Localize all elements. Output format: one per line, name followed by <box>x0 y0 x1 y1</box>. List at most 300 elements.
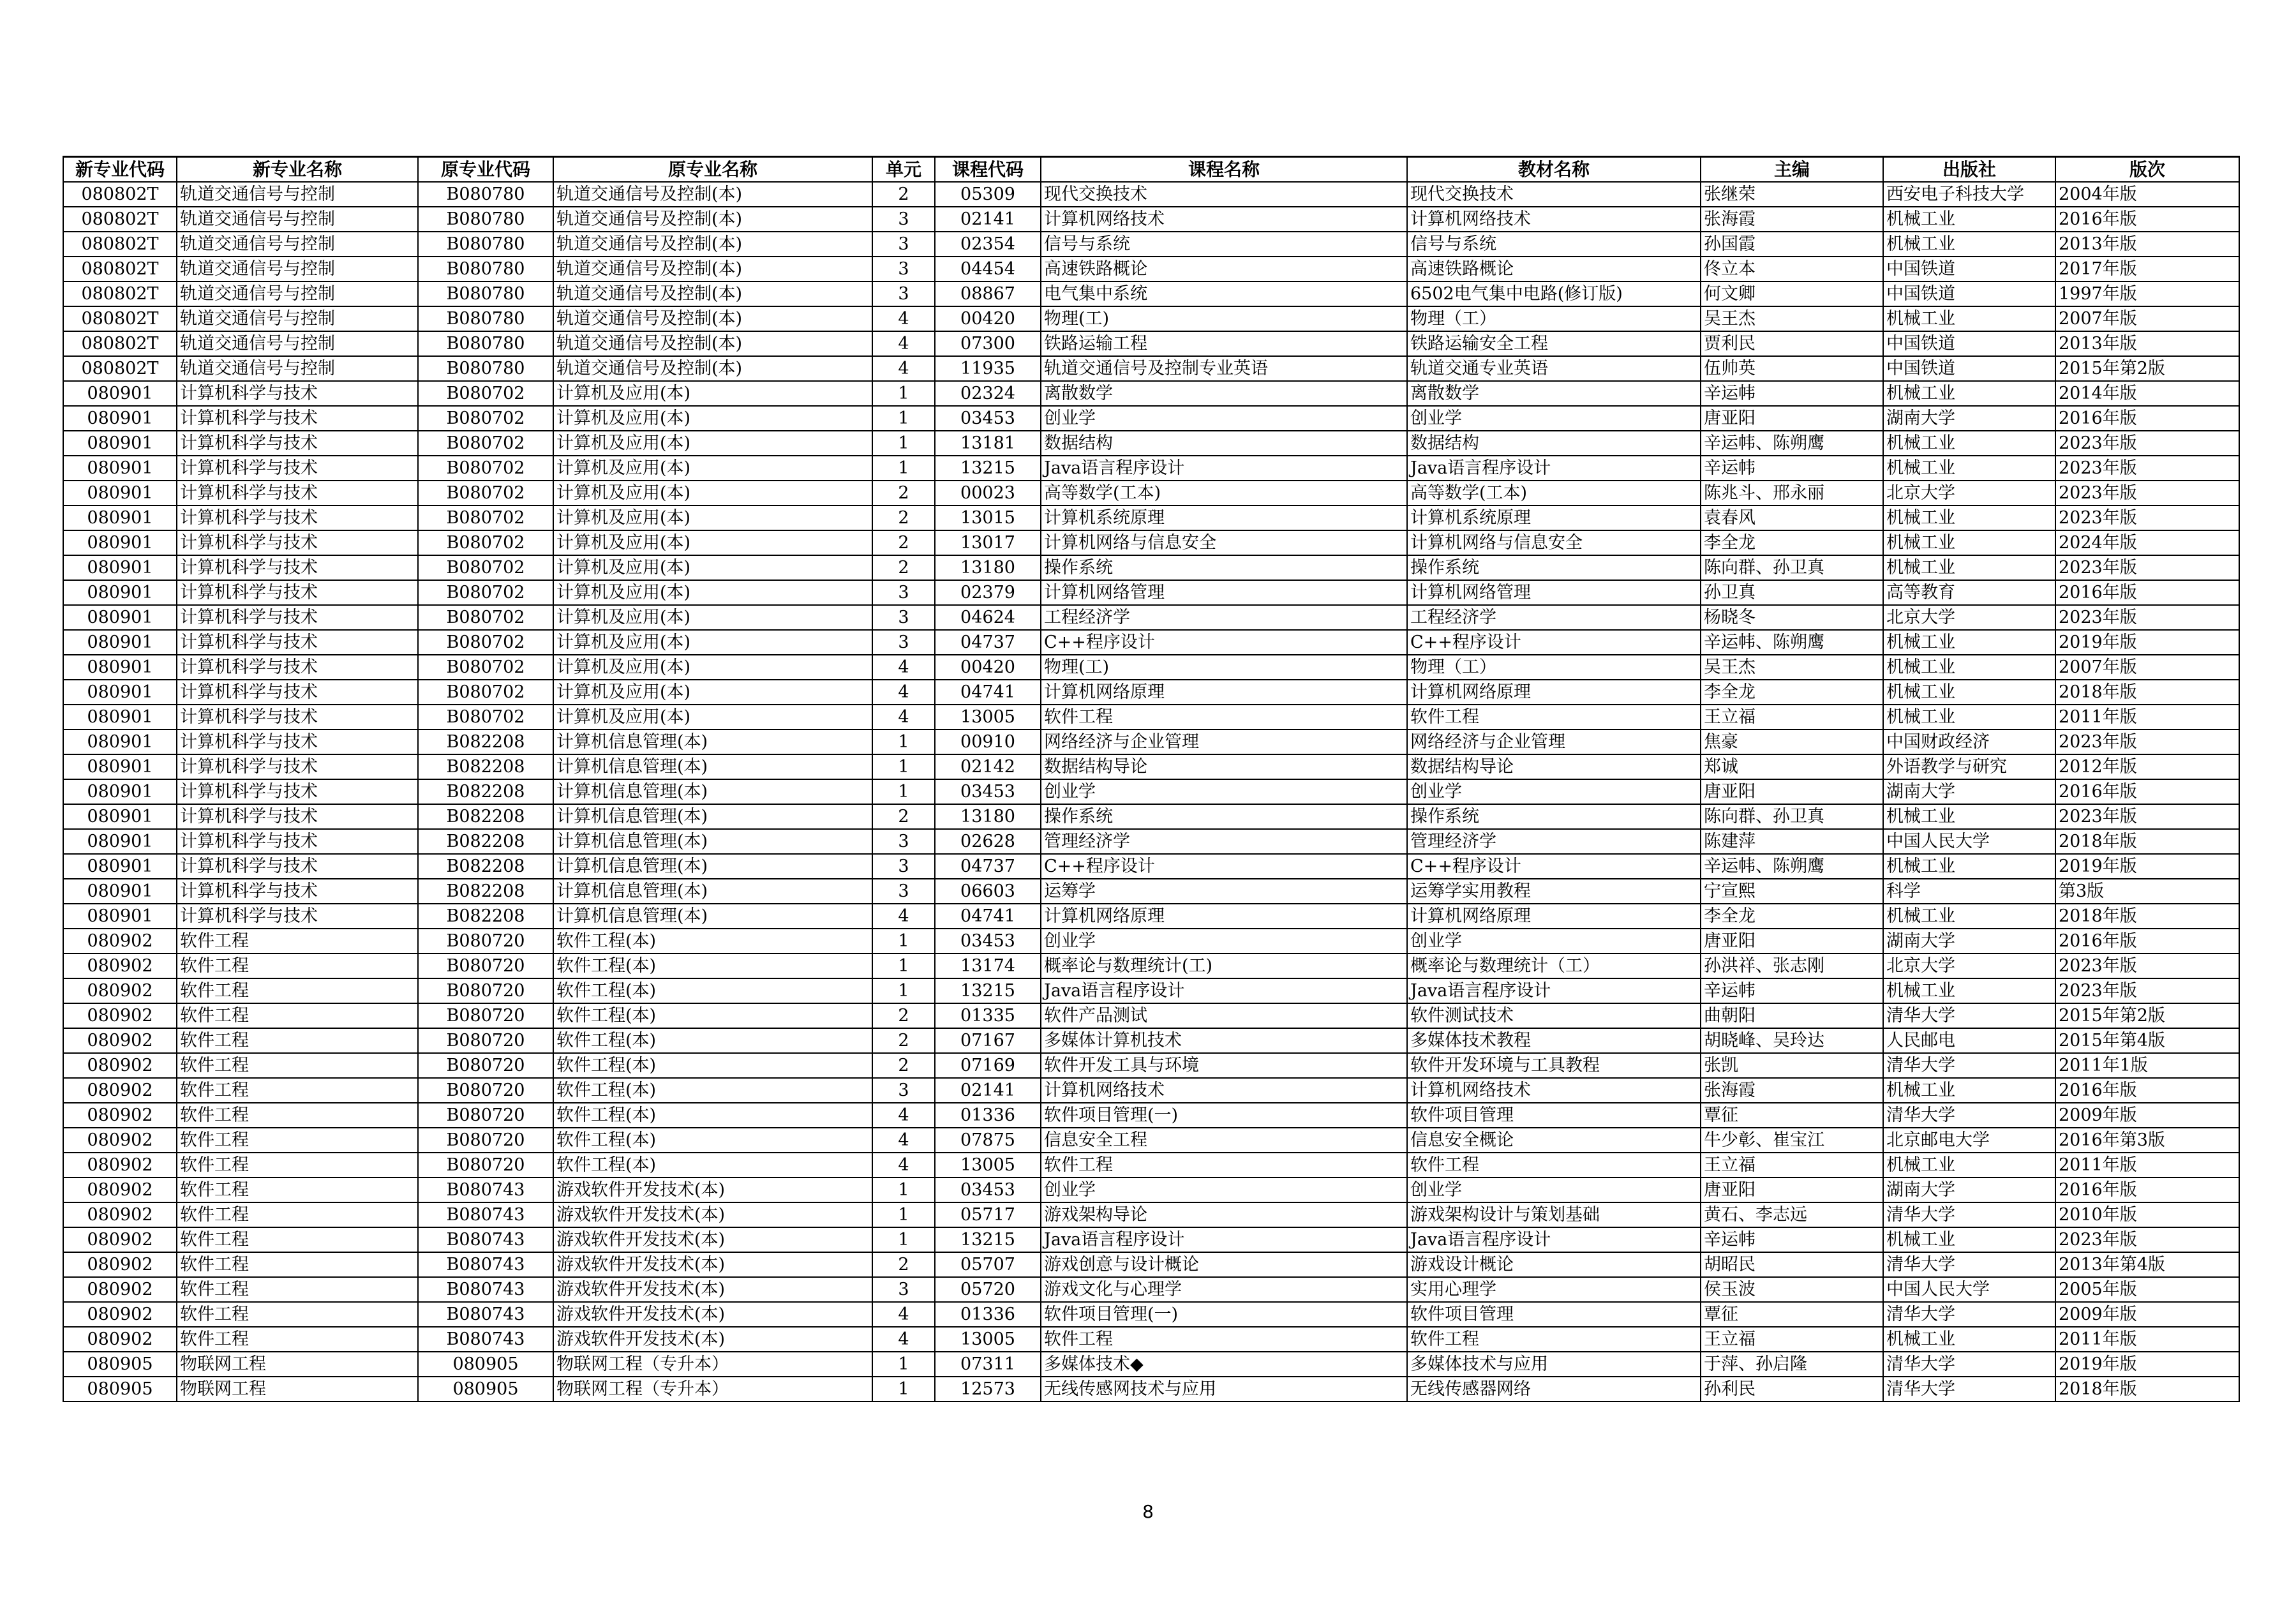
cell-old-major-code: B080702 <box>418 456 553 481</box>
cell-course-name: 多媒体计算机技术 <box>1041 1028 1407 1053</box>
cell-editor: 孙卫真 <box>1701 580 1883 605</box>
table-row <box>63 406 2239 431</box>
cell-course-name: 软件工程 <box>1041 1327 1407 1352</box>
cell-editor: 佟立本 <box>1701 257 1883 281</box>
cell-unit: 1 <box>872 406 935 431</box>
cell-old-major-code: B080702 <box>418 530 553 555</box>
cell-editor: 张凯 <box>1701 1053 1883 1078</box>
cell-old-major-code: B080702 <box>418 406 553 431</box>
cell-old-major-name: 计算机及应用(本) <box>553 630 872 655</box>
cell-old-major-name: 软件工程(本) <box>553 954 872 978</box>
cell-editor: 唐亚阳 <box>1701 1178 1883 1202</box>
cell-course-code: 01336 <box>935 1302 1041 1327</box>
cell-unit: 1 <box>872 1178 935 1202</box>
cell-edition: 2017年版 <box>2055 257 2239 281</box>
cell-unit: 3 <box>872 1277 935 1302</box>
cell-new-major-code: 080901 <box>63 530 177 555</box>
cell-publisher: 中国铁道 <box>1883 281 2055 306</box>
cell-edition: 2016年第3版 <box>2055 1128 2239 1153</box>
cell-editor: 吴王杰 <box>1701 655 1883 680</box>
cell-new-major-name: 计算机科学与技术 <box>177 381 418 406</box>
cell-new-major-name: 轨道交通信号与控制 <box>177 281 418 306</box>
cell-old-major-name: 游戏软件开发技术(本) <box>553 1227 872 1252</box>
cell-course-code: 04741 <box>935 680 1041 705</box>
cell-textbook-name: 操作系统 <box>1407 555 1701 580</box>
cell-course-code: 06603 <box>935 879 1041 904</box>
cell-course-code: 13180 <box>935 555 1041 580</box>
cell-old-major-name: 轨道交通信号及控制(本) <box>553 281 872 306</box>
cell-edition: 2004年版 <box>2055 182 2239 207</box>
cell-course-code: 01336 <box>935 1103 1041 1128</box>
cell-new-major-code: 080901 <box>63 580 177 605</box>
cell-publisher: 机械工业 <box>1883 705 2055 729</box>
cell-old-major-name: 轨道交通信号及控制(本) <box>553 182 872 207</box>
cell-edition: 2016年版 <box>2055 929 2239 954</box>
cell-old-major-code: B080702 <box>418 705 553 729</box>
cell-editor: 曲朝阳 <box>1701 1003 1883 1028</box>
cell-new-major-name: 软件工程 <box>177 1028 418 1053</box>
cell-unit: 1 <box>872 1352 935 1377</box>
cell-textbook-name: 网络经济与企业管理 <box>1407 729 1701 754</box>
cell-edition: 2016年版 <box>2055 1078 2239 1103</box>
cell-new-major-code: 080901 <box>63 804 177 829</box>
table-row <box>63 1178 2239 1202</box>
cell-course-code: 02142 <box>935 754 1041 779</box>
cell-edition: 2023年版 <box>2055 555 2239 580</box>
cell-course-name: 软件项目管理(一) <box>1041 1103 1407 1128</box>
cell-course-code: 07875 <box>935 1128 1041 1153</box>
cell-textbook-name: 创业学 <box>1407 929 1701 954</box>
cell-course-code: 03453 <box>935 1178 1041 1202</box>
cell-old-major-code: B080702 <box>418 431 553 456</box>
cell-old-major-code: B080743 <box>418 1277 553 1302</box>
table-row <box>63 431 2239 456</box>
cell-editor: 胡昭民 <box>1701 1252 1883 1277</box>
cell-publisher: 机械工业 <box>1883 456 2055 481</box>
table-row <box>63 207 2239 232</box>
cell-edition: 2023年版 <box>2055 954 2239 978</box>
cell-old-major-code: B082208 <box>418 854 553 879</box>
cell-course-code: 13015 <box>935 505 1041 530</box>
cell-new-major-name: 计算机科学与技术 <box>177 630 418 655</box>
cell-publisher: 机械工业 <box>1883 1153 2055 1178</box>
cell-course-code: 13005 <box>935 1153 1041 1178</box>
cell-new-major-name: 软件工程 <box>177 1078 418 1103</box>
cell-editor: 王立福 <box>1701 705 1883 729</box>
table-row <box>63 954 2239 978</box>
cell-new-major-code: 080901 <box>63 605 177 630</box>
cell-edition: 2013年版 <box>2055 232 2239 257</box>
cell-old-major-code: B080702 <box>418 555 553 580</box>
cell-old-major-name: 物联网工程（专升本） <box>553 1352 872 1377</box>
cell-new-major-name: 软件工程 <box>177 1053 418 1078</box>
cell-course-name: 运筹学 <box>1041 879 1407 904</box>
cell-new-major-code: 080901 <box>63 779 177 804</box>
cell-editor: 覃征 <box>1701 1302 1883 1327</box>
cell-new-major-name: 计算机科学与技术 <box>177 829 418 854</box>
cell-new-major-name: 计算机科学与技术 <box>177 680 418 705</box>
table-row <box>63 331 2239 356</box>
table-row <box>63 630 2239 655</box>
cell-course-name: 电气集中系统 <box>1041 281 1407 306</box>
cell-new-major-code: 080902 <box>63 1277 177 1302</box>
cell-textbook-name: 高速铁路概论 <box>1407 257 1701 281</box>
cell-new-major-name: 计算机科学与技术 <box>177 456 418 481</box>
cell-unit: 2 <box>872 182 935 207</box>
cell-edition: 2013年版 <box>2055 331 2239 356</box>
cell-textbook-name: 操作系统 <box>1407 804 1701 829</box>
cell-publisher: 西安电子科技大学 <box>1883 182 2055 207</box>
cell-textbook-name: 运筹学实用教程 <box>1407 879 1701 904</box>
cell-new-major-code: 080902 <box>63 1178 177 1202</box>
cell-unit: 1 <box>872 1377 935 1402</box>
cell-editor: 覃征 <box>1701 1103 1883 1128</box>
cell-publisher: 北京大学 <box>1883 954 2055 978</box>
cell-course-code: 13005 <box>935 1327 1041 1352</box>
cell-unit: 4 <box>872 1103 935 1128</box>
cell-unit: 1 <box>872 978 935 1003</box>
cell-edition: 2011年版 <box>2055 705 2239 729</box>
cell-old-major-code: B080720 <box>418 1053 553 1078</box>
cell-unit: 1 <box>872 1227 935 1252</box>
cell-editor: 辛运帏、陈朔鹰 <box>1701 431 1883 456</box>
cell-editor: 袁春风 <box>1701 505 1883 530</box>
cell-old-major-name: 游戏软件开发技术(本) <box>553 1178 872 1202</box>
cell-course-name: 软件工程 <box>1041 705 1407 729</box>
table-row <box>63 854 2239 879</box>
cell-course-code: 13215 <box>935 456 1041 481</box>
cell-publisher: 机械工业 <box>1883 431 2055 456</box>
cell-editor: 黄石、李志远 <box>1701 1202 1883 1227</box>
table-row <box>63 754 2239 779</box>
cell-textbook-name: 数据结构导论 <box>1407 754 1701 779</box>
table-row <box>63 1078 2239 1103</box>
cell-course-name: 数据结构导论 <box>1041 754 1407 779</box>
cell-editor: 郑诚 <box>1701 754 1883 779</box>
cell-old-major-name: 轨道交通信号及控制(本) <box>553 207 872 232</box>
cell-unit: 2 <box>872 1028 935 1053</box>
cell-course-code: 00910 <box>935 729 1041 754</box>
cell-edition: 第3版 <box>2055 879 2239 904</box>
cell-textbook-name: 软件工程 <box>1407 705 1701 729</box>
cell-old-major-code: B080720 <box>418 929 553 954</box>
cell-course-code: 05309 <box>935 182 1041 207</box>
cell-new-major-name: 计算机科学与技术 <box>177 505 418 530</box>
cell-course-name: 操作系统 <box>1041 555 1407 580</box>
cell-course-code: 13005 <box>935 705 1041 729</box>
cell-course-name: 游戏架构导论 <box>1041 1202 1407 1227</box>
cell-edition: 2007年版 <box>2055 655 2239 680</box>
cell-course-name: 计算机网络与信息安全 <box>1041 530 1407 555</box>
cell-publisher: 北京大学 <box>1883 481 2055 505</box>
cell-new-major-code: 080901 <box>63 829 177 854</box>
cell-publisher: 中国铁道 <box>1883 356 2055 381</box>
cell-old-major-code: B080702 <box>418 481 553 505</box>
cell-old-major-code: B080702 <box>418 505 553 530</box>
cell-new-major-name: 软件工程 <box>177 1302 418 1327</box>
cell-new-major-code: 080902 <box>63 1202 177 1227</box>
table-row <box>63 1277 2239 1302</box>
table-row <box>63 1302 2239 1327</box>
table-row <box>63 1028 2239 1053</box>
cell-unit: 2 <box>872 804 935 829</box>
cell-new-major-code: 080901 <box>63 431 177 456</box>
cell-course-code: 05717 <box>935 1202 1041 1227</box>
cell-new-major-name: 轨道交通信号与控制 <box>177 257 418 281</box>
cell-new-major-name: 计算机科学与技术 <box>177 605 418 630</box>
cell-new-major-code: 080902 <box>63 1103 177 1128</box>
table-row <box>63 381 2239 406</box>
cell-editor: 贾利民 <box>1701 331 1883 356</box>
cell-course-code: 07311 <box>935 1352 1041 1377</box>
cell-old-major-name: 软件工程(本) <box>553 1078 872 1103</box>
cell-publisher: 外语教学与研究 <box>1883 754 2055 779</box>
cell-publisher: 清华大学 <box>1883 1377 2055 1402</box>
header-row <box>63 157 2239 183</box>
cell-editor: 何文卿 <box>1701 281 1883 306</box>
cell-course-code: 05720 <box>935 1277 1041 1302</box>
cell-new-major-code: 080902 <box>63 1028 177 1053</box>
cell-old-major-name: 软件工程(本) <box>553 1153 872 1178</box>
cell-unit: 1 <box>872 754 935 779</box>
cell-unit: 1 <box>872 954 935 978</box>
cell-unit: 2 <box>872 1252 935 1277</box>
cell-old-major-code: B080743 <box>418 1302 553 1327</box>
cell-course-name: 创业学 <box>1041 779 1407 804</box>
cell-new-major-name: 轨道交通信号与控制 <box>177 207 418 232</box>
cell-course-name: 轨道交通信号及控制专业英语 <box>1041 356 1407 381</box>
cell-publisher: 中国铁道 <box>1883 331 2055 356</box>
cell-unit: 4 <box>872 306 935 331</box>
cell-course-name: 高速铁路概论 <box>1041 257 1407 281</box>
cell-old-major-code: B080720 <box>418 978 553 1003</box>
table-row <box>63 232 2239 257</box>
cell-new-major-code: 080901 <box>63 879 177 904</box>
cell-publisher: 机械工业 <box>1883 207 2055 232</box>
cell-publisher: 中国铁道 <box>1883 257 2055 281</box>
cell-textbook-name: 高等数学(工本) <box>1407 481 1701 505</box>
cell-editor: 陈向群、孙卫真 <box>1701 804 1883 829</box>
cell-editor: 侯玉波 <box>1701 1277 1883 1302</box>
cell-unit: 1 <box>872 779 935 804</box>
cell-textbook-name: 软件项目管理 <box>1407 1302 1701 1327</box>
header-old-major-code: 原专业代码 <box>418 157 553 183</box>
cell-textbook-name: 创业学 <box>1407 779 1701 804</box>
cell-course-code: 07169 <box>935 1053 1041 1078</box>
cell-old-major-code: B080720 <box>418 1128 553 1153</box>
cell-textbook-name: 创业学 <box>1407 406 1701 431</box>
cell-publisher: 机械工业 <box>1883 381 2055 406</box>
cell-new-major-name: 软件工程 <box>177 954 418 978</box>
cell-course-name: 信号与系统 <box>1041 232 1407 257</box>
cell-old-major-name: 轨道交通信号及控制(本) <box>553 331 872 356</box>
cell-course-code: 02141 <box>935 207 1041 232</box>
cell-edition: 2010年版 <box>2055 1202 2239 1227</box>
cell-editor: 辛运帏、陈朔鹰 <box>1701 630 1883 655</box>
cell-old-major-name: 计算机及应用(本) <box>553 530 872 555</box>
cell-new-major-name: 计算机科学与技术 <box>177 530 418 555</box>
header-textbook-name: 教材名称 <box>1407 157 1701 183</box>
cell-textbook-name: 计算机网络原理 <box>1407 680 1701 705</box>
cell-new-major-name: 计算机科学与技术 <box>177 754 418 779</box>
cell-publisher: 清华大学 <box>1883 1202 2055 1227</box>
cell-old-major-code: B080702 <box>418 680 553 705</box>
cell-course-code: 01335 <box>935 1003 1041 1028</box>
course-textbook-table <box>63 156 2240 1402</box>
cell-textbook-name: 实用心理学 <box>1407 1277 1701 1302</box>
cell-editor: 辛运帏 <box>1701 381 1883 406</box>
cell-old-major-name: 软件工程(本) <box>553 1003 872 1028</box>
page-number: 8 <box>1142 1501 1154 1522</box>
cell-edition: 2019年版 <box>2055 1352 2239 1377</box>
cell-unit: 2 <box>872 530 935 555</box>
cell-new-major-name: 计算机科学与技术 <box>177 555 418 580</box>
cell-new-major-code: 080901 <box>63 406 177 431</box>
cell-old-major-code: B080780 <box>418 232 553 257</box>
cell-textbook-name: 铁路运输安全工程 <box>1407 331 1701 356</box>
cell-new-major-name: 软件工程 <box>177 1202 418 1227</box>
cell-publisher: 机械工业 <box>1883 1078 2055 1103</box>
cell-old-major-name: 轨道交通信号及控制(本) <box>553 232 872 257</box>
cell-edition: 2023年版 <box>2055 729 2239 754</box>
table-row <box>63 1103 2239 1128</box>
cell-unit: 1 <box>872 929 935 954</box>
cell-edition: 2016年版 <box>2055 406 2239 431</box>
cell-old-major-name: 计算机信息管理(本) <box>553 904 872 929</box>
cell-publisher: 机械工业 <box>1883 505 2055 530</box>
cell-new-major-name: 轨道交通信号与控制 <box>177 306 418 331</box>
cell-new-major-name: 计算机科学与技术 <box>177 655 418 680</box>
cell-course-name: 数据结构 <box>1041 431 1407 456</box>
cell-course-code: 03453 <box>935 406 1041 431</box>
cell-edition: 2015年第2版 <box>2055 1003 2239 1028</box>
cell-new-major-name: 软件工程 <box>177 1227 418 1252</box>
cell-course-name: 计算机网络技术 <box>1041 207 1407 232</box>
cell-unit: 4 <box>872 904 935 929</box>
table-row <box>63 456 2239 481</box>
cell-new-major-name: 软件工程 <box>177 1153 418 1178</box>
cell-textbook-name: 工程经济学 <box>1407 605 1701 630</box>
cell-new-major-code: 080902 <box>63 954 177 978</box>
cell-textbook-name: 软件工程 <box>1407 1327 1701 1352</box>
cell-old-major-code: B080743 <box>418 1202 553 1227</box>
cell-course-name: 操作系统 <box>1041 804 1407 829</box>
cell-publisher: 北京大学 <box>1883 605 2055 630</box>
cell-publisher: 机械工业 <box>1883 306 2055 331</box>
cell-course-code: 11935 <box>935 356 1041 381</box>
cell-old-major-name: 计算机及应用(本) <box>553 580 872 605</box>
cell-course-name: Java语言程序设计 <box>1041 1227 1407 1252</box>
cell-course-code: 07300 <box>935 331 1041 356</box>
cell-old-major-name: 计算机及应用(本) <box>553 456 872 481</box>
cell-unit: 4 <box>872 1153 935 1178</box>
cell-new-major-code: 080901 <box>63 456 177 481</box>
cell-course-code: 00420 <box>935 306 1041 331</box>
cell-course-code: 03453 <box>935 779 1041 804</box>
cell-edition: 2007年版 <box>2055 306 2239 331</box>
cell-old-major-name: 轨道交通信号及控制(本) <box>553 356 872 381</box>
cell-edition: 2018年版 <box>2055 904 2239 929</box>
cell-course-code: 04454 <box>935 257 1041 281</box>
cell-editor: 辛运帏 <box>1701 456 1883 481</box>
cell-old-major-name: 计算机及应用(本) <box>553 705 872 729</box>
cell-new-major-code: 080901 <box>63 381 177 406</box>
cell-new-major-name: 计算机科学与技术 <box>177 431 418 456</box>
cell-new-major-name: 轨道交通信号与控制 <box>177 356 418 381</box>
cell-course-name: 创业学 <box>1041 929 1407 954</box>
cell-unit: 4 <box>872 655 935 680</box>
cell-course-code: 07167 <box>935 1028 1041 1053</box>
cell-new-major-name: 物联网工程 <box>177 1352 418 1377</box>
cell-old-major-name: 计算机信息管理(本) <box>553 829 872 854</box>
cell-publisher: 中国人民大学 <box>1883 829 2055 854</box>
cell-textbook-name: 离散数学 <box>1407 381 1701 406</box>
cell-course-name: 软件工程 <box>1041 1153 1407 1178</box>
cell-old-major-name: 软件工程(本) <box>553 1128 872 1153</box>
cell-old-major-code: B082208 <box>418 829 553 854</box>
cell-old-major-code: B082208 <box>418 879 553 904</box>
cell-old-major-name: 游戏软件开发技术(本) <box>553 1327 872 1352</box>
cell-textbook-name: 物理（工） <box>1407 655 1701 680</box>
cell-new-major-name: 轨道交通信号与控制 <box>177 331 418 356</box>
cell-course-code: 02141 <box>935 1078 1041 1103</box>
cell-publisher: 机械工业 <box>1883 1227 2055 1252</box>
cell-textbook-name: 多媒体技术与应用 <box>1407 1352 1701 1377</box>
cell-new-major-name: 软件工程 <box>177 1128 418 1153</box>
cell-edition: 2023年版 <box>2055 431 2239 456</box>
cell-editor: 王立福 <box>1701 1327 1883 1352</box>
table-row <box>63 804 2239 829</box>
cell-course-name: 软件产品测试 <box>1041 1003 1407 1028</box>
cell-old-major-name: 计算机及应用(本) <box>553 505 872 530</box>
table-row <box>63 705 2239 729</box>
cell-course-code: 00420 <box>935 655 1041 680</box>
cell-old-major-name: 游戏软件开发技术(本) <box>553 1202 872 1227</box>
cell-textbook-name: 计算机网络与信息安全 <box>1407 530 1701 555</box>
cell-textbook-name: 计算机网络技术 <box>1407 1078 1701 1103</box>
cell-edition: 2013年第4版 <box>2055 1252 2239 1277</box>
cell-editor: 唐亚阳 <box>1701 929 1883 954</box>
cell-textbook-name: 计算机网络原理 <box>1407 904 1701 929</box>
cell-publisher: 人民邮电 <box>1883 1028 2055 1053</box>
cell-edition: 2019年版 <box>2055 854 2239 879</box>
cell-new-major-code: 080802T <box>63 257 177 281</box>
cell-textbook-name: Java语言程序设计 <box>1407 456 1701 481</box>
cell-unit: 3 <box>872 630 935 655</box>
cell-course-code: 02628 <box>935 829 1041 854</box>
table-row <box>63 680 2239 705</box>
cell-old-major-code: B080720 <box>418 954 553 978</box>
cell-textbook-name: 物理（工） <box>1407 306 1701 331</box>
cell-editor: 李全龙 <box>1701 680 1883 705</box>
cell-old-major-code: B080780 <box>418 182 553 207</box>
cell-old-major-name: 计算机及应用(本) <box>553 406 872 431</box>
table-row <box>63 1053 2239 1078</box>
cell-editor: 杨晓冬 <box>1701 605 1883 630</box>
cell-editor: 辛运帏、陈朔鹰 <box>1701 854 1883 879</box>
cell-textbook-name: 6502电气集中电路(修订版) <box>1407 281 1701 306</box>
cell-textbook-name: 计算机系统原理 <box>1407 505 1701 530</box>
cell-new-major-code: 080901 <box>63 680 177 705</box>
cell-publisher: 机械工业 <box>1883 1327 2055 1352</box>
cell-old-major-name: 计算机信息管理(本) <box>553 754 872 779</box>
cell-unit: 2 <box>872 555 935 580</box>
cell-course-code: 13180 <box>935 804 1041 829</box>
cell-new-major-name: 软件工程 <box>177 1277 418 1302</box>
cell-course-name: C++程序设计 <box>1041 854 1407 879</box>
cell-new-major-name: 软件工程 <box>177 1252 418 1277</box>
cell-publisher: 机械工业 <box>1883 680 2055 705</box>
